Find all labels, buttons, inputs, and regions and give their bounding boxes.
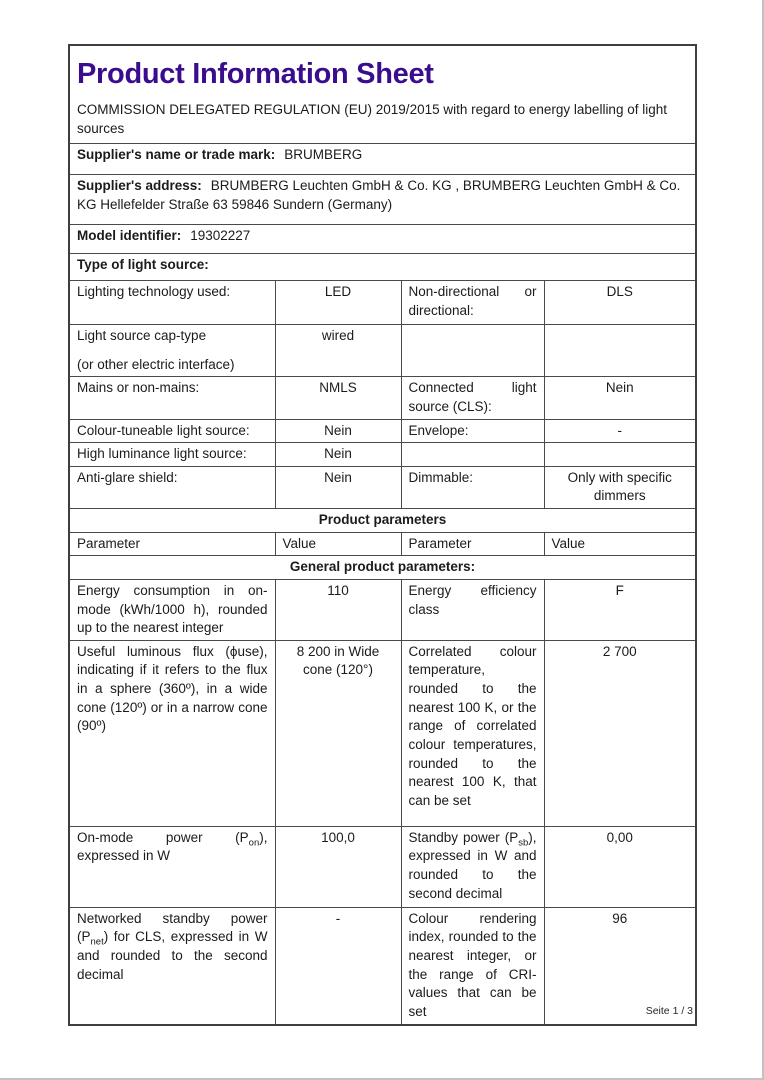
- param-value-cell: -: [275, 907, 401, 1024]
- model-identifier-value: 19302227: [190, 228, 251, 243]
- model-identifier-label: Model identifier:: [77, 228, 182, 243]
- cap-type-line2: (or other electric interface): [77, 356, 235, 372]
- column-header: Value: [275, 532, 401, 556]
- param-value-cell: 8 200 in Wide cone (120°): [275, 640, 401, 826]
- table-row: [69, 907, 696, 1024]
- param-label-cell: [401, 325, 544, 377]
- product-information-table: [68, 44, 697, 1026]
- param-value-cell: [544, 466, 696, 508]
- type-of-light-source-label: Type of light source:: [77, 257, 209, 272]
- param-label-cell: Useful luminous flux (ϕuse), indicating if it refers to the flux in a sphere (360º), in a wide cone (120º) or in a narrow cone (90º): [69, 640, 275, 826]
- table-row: [69, 640, 696, 826]
- column-header: Value: [544, 532, 696, 556]
- column-header: Parameter: [69, 532, 275, 556]
- param-value-cell: 2 700: [544, 640, 696, 826]
- param-label-cell: Non-directional or directional:: [401, 281, 544, 325]
- column-header: Parameter: [401, 532, 544, 556]
- param-value-cell: 0,00: [544, 826, 696, 907]
- param-label-cell: Dimmable:: [401, 466, 544, 508]
- section-heading-general-parameters: General product parameters:: [69, 556, 696, 580]
- param-value-cell: DLS: [544, 281, 696, 325]
- table-row: [69, 325, 696, 377]
- table-row: [69, 419, 696, 443]
- supplier-name-value: BRUMBERG: [284, 147, 363, 162]
- param-label-cell: Energy efficiency class: [401, 579, 544, 640]
- param-value-cell: Nein: [275, 466, 401, 508]
- table-row: [69, 466, 696, 508]
- table-row: [69, 281, 696, 325]
- label-subscript: net: [90, 937, 104, 949]
- param-label-cell: Colour-tuneable light source:: [69, 419, 275, 443]
- param-label-cell: Correlated colour temperature, rounded to the nearest 100 K, or the range of correlated colour temperatures, rounded to the nearest 100 K, that can be set: [401, 640, 544, 826]
- table-row: [69, 826, 696, 907]
- label-text: Networked standby power (P: [77, 910, 268, 945]
- param-value-cell: wired: [275, 325, 401, 377]
- param-value-cell: Nein: [275, 419, 401, 443]
- supplier-name-row: [69, 144, 696, 175]
- param-value-cell: LED: [275, 281, 401, 325]
- model-identifier-row: [69, 225, 696, 254]
- label-text: ), expressed in W and rounded to the second decimal: [408, 829, 537, 901]
- param-value-cell: 96: [544, 907, 696, 1024]
- supplier-name-label: Supplier's name or trade mark:: [77, 147, 276, 162]
- supplier-address-label: Supplier's address:: [77, 178, 202, 193]
- cap-type-line1: Light source cap-type: [77, 328, 207, 343]
- type-of-light-source-row: [69, 254, 696, 281]
- param-label-cell: [69, 325, 275, 377]
- param-label-cell: Anti-glare shield:: [69, 466, 275, 508]
- label-text: ), expressed in W: [77, 829, 268, 864]
- table-row: [69, 579, 696, 640]
- param-value-cell: Nein: [544, 377, 696, 419]
- param-label-cell: [69, 907, 275, 1024]
- page-title: Product Information Sheet: [77, 58, 434, 90]
- param-label-cell: Envelope:: [401, 419, 544, 443]
- section-heading-product-parameters: Product parameters: [69, 509, 696, 533]
- label-text: On-mode power (P: [77, 829, 249, 845]
- param-label-cell: [401, 826, 544, 907]
- table-row: [69, 377, 696, 419]
- param-label-cell: [69, 826, 275, 907]
- param-value-cell: NMLS: [275, 377, 401, 419]
- param-label-cell: Connected light source (CLS):: [401, 377, 544, 419]
- label-subscript: sb: [518, 837, 529, 849]
- param-label-cell: Colour rendering index, rounded to the nearest integer, or the range of CRI-values that can be set: [401, 907, 544, 1024]
- param-value-cell: 110: [275, 579, 401, 640]
- param-value-cell: [544, 443, 696, 467]
- param-label-cell: [401, 443, 544, 467]
- column-header-row: [69, 532, 696, 556]
- param-value-cell: Nein: [275, 443, 401, 467]
- table-row: [69, 443, 696, 467]
- param-value-cell: F: [544, 579, 696, 640]
- param-label-cell: High luminance light source:: [69, 443, 275, 467]
- supplier-address-row: [69, 175, 696, 225]
- page-number: Seite 1 / 3: [645, 1005, 693, 1017]
- param-value-cell: 100,0: [275, 826, 401, 907]
- dimmable-value: Only with specific dimmers: [567, 469, 672, 504]
- supplier-address-value: BRUMBERG Leuchten GmbH & Co. KG , BRUMBERG Leuchten GmbH & Co. KG Hellefelder Straße 63 59846 Sundern (Germany): [77, 178, 681, 212]
- param-label-cell: Energy consumption in on-mode (kWh/1000 h), rounded up to the nearest integer: [69, 579, 275, 640]
- param-value-cell: [544, 325, 696, 377]
- param-label-cell: Lighting technology used:: [69, 281, 275, 325]
- title-block: [69, 45, 696, 144]
- param-value-cell: -: [544, 419, 696, 443]
- label-subscript: on: [248, 837, 260, 849]
- regulation-subtitle: COMMISSION DELEGATED REGULATION (EU) 2019/2015 with regard to energy labelling of light sources: [77, 102, 667, 136]
- param-label-cell: Mains or non-mains:: [69, 377, 275, 419]
- label-text: Standby power (P: [408, 829, 519, 845]
- label-text: ) for CLS, expressed in W and rounded to the second decimal: [77, 929, 268, 982]
